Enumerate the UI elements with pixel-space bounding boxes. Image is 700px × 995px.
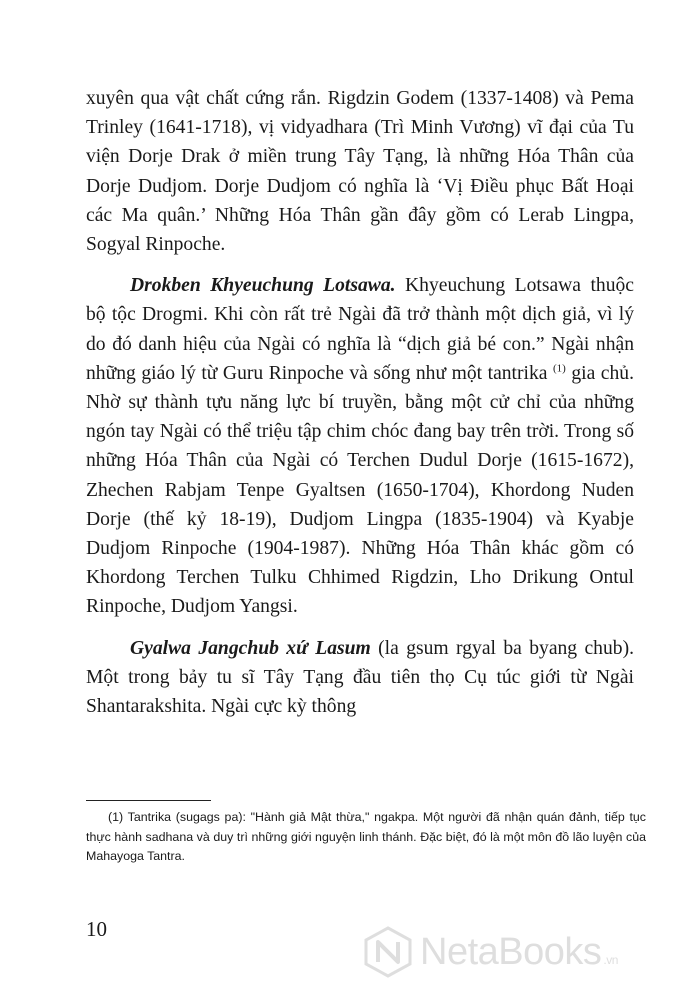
paragraph-1-text: xuyên qua vật chất cứng rắn. Rigdzin Godem (1337-1408) và Pema Trinley (1641-1718), vị vidyadhara (Trì Minh Vương) vĩ đại của Tu viện Dorje Drak ở miền trung Tây Tạng, là những Hóa Thân của Dorje Dudjom. Dorje Dudjom có nghĩa là ‘Vị Điều phục Bất Hoại các Ma quân.’ Những Hóa Thân gần đây gồm có Lerab Lingpa, Sogyal Rinpoche.: [86, 88, 634, 256]
page-number: 10: [86, 917, 107, 941]
paragraph-2-heading: Drokben Khyeuchung Lotsawa.: [130, 275, 396, 297]
footnote-divider: [86, 800, 211, 801]
paragraph-3-text: (la gsum rgyal ba byang chub). Một trong bảy tu sĩ Tây Tạng đầu tiên thọ Cụ túc giới từ Ngài Shantarakshita. Ngài cực kỳ thông: [86, 637, 635, 718]
footnote: (1) Tantrika (sugags pa): "Hành giả Mật thừa," ngakpa. Một người đã nhận quán đảnh, tiếp tục thực hành sadhana và duy trì những giới nguyện linh thánh. Đặc biệt, đó là một môn đồ lão luyện của Mahayoga Tantra.: [86, 810, 646, 863]
watermark-suffix: .vn: [603, 952, 618, 967]
footnote-reference[interactable]: (1): [553, 362, 566, 375]
netabooks-logo-icon: [362, 926, 414, 978]
paragraph-1: [86, 84, 634, 259]
watermark: [362, 922, 692, 982]
page-body: [86, 84, 634, 733]
paragraph-2-text-b: gia chủ. Nhờ sự thành tựu năng lực bí truyền, bằng một cử chỉ của những ngón tay Ngài có thể triệu tập chim chóc đang bay trên trời. Trong số những Hóa Thân của Ngài có Terchen Dudul Dorje (1615-1672), Zhechen Rabjam Tenpe Gyaltsen (1650-1704), Khordong Nuden Dorje (thế kỷ 18-19), Dudjom Lingpa (1835-1904) và Kyabje Dudjom Rinpoche (1904-1987). Những Hóa Thân khác gồm có Khordong Terchen Tulku Chhimed Rigdzin, Lho Drikung Ontul Rinpoche, Dudjom Yangsi.: [86, 362, 634, 618]
watermark-brand: [420, 931, 618, 974]
watermark-brand-name: NetaBooks: [420, 930, 602, 973]
paragraph-3: [86, 634, 634, 722]
paragraph-3-heading: Gyalwa Jangchub xứ Lasum: [130, 637, 371, 659]
paragraph-2: [86, 271, 634, 621]
paragraph-2-text-a: Khyeuchung Lotsawa thuộc bộ tộc Drogmi. Khi còn rất trẻ Ngài đã trở thành một dịch giả, vì lý do đó danh hiệu của Ngài có nghĩa là “dịch giả bé con.” Ngài nhận những giáo lý từ Guru Rinpoche và sống như một tantrika: [86, 275, 634, 384]
